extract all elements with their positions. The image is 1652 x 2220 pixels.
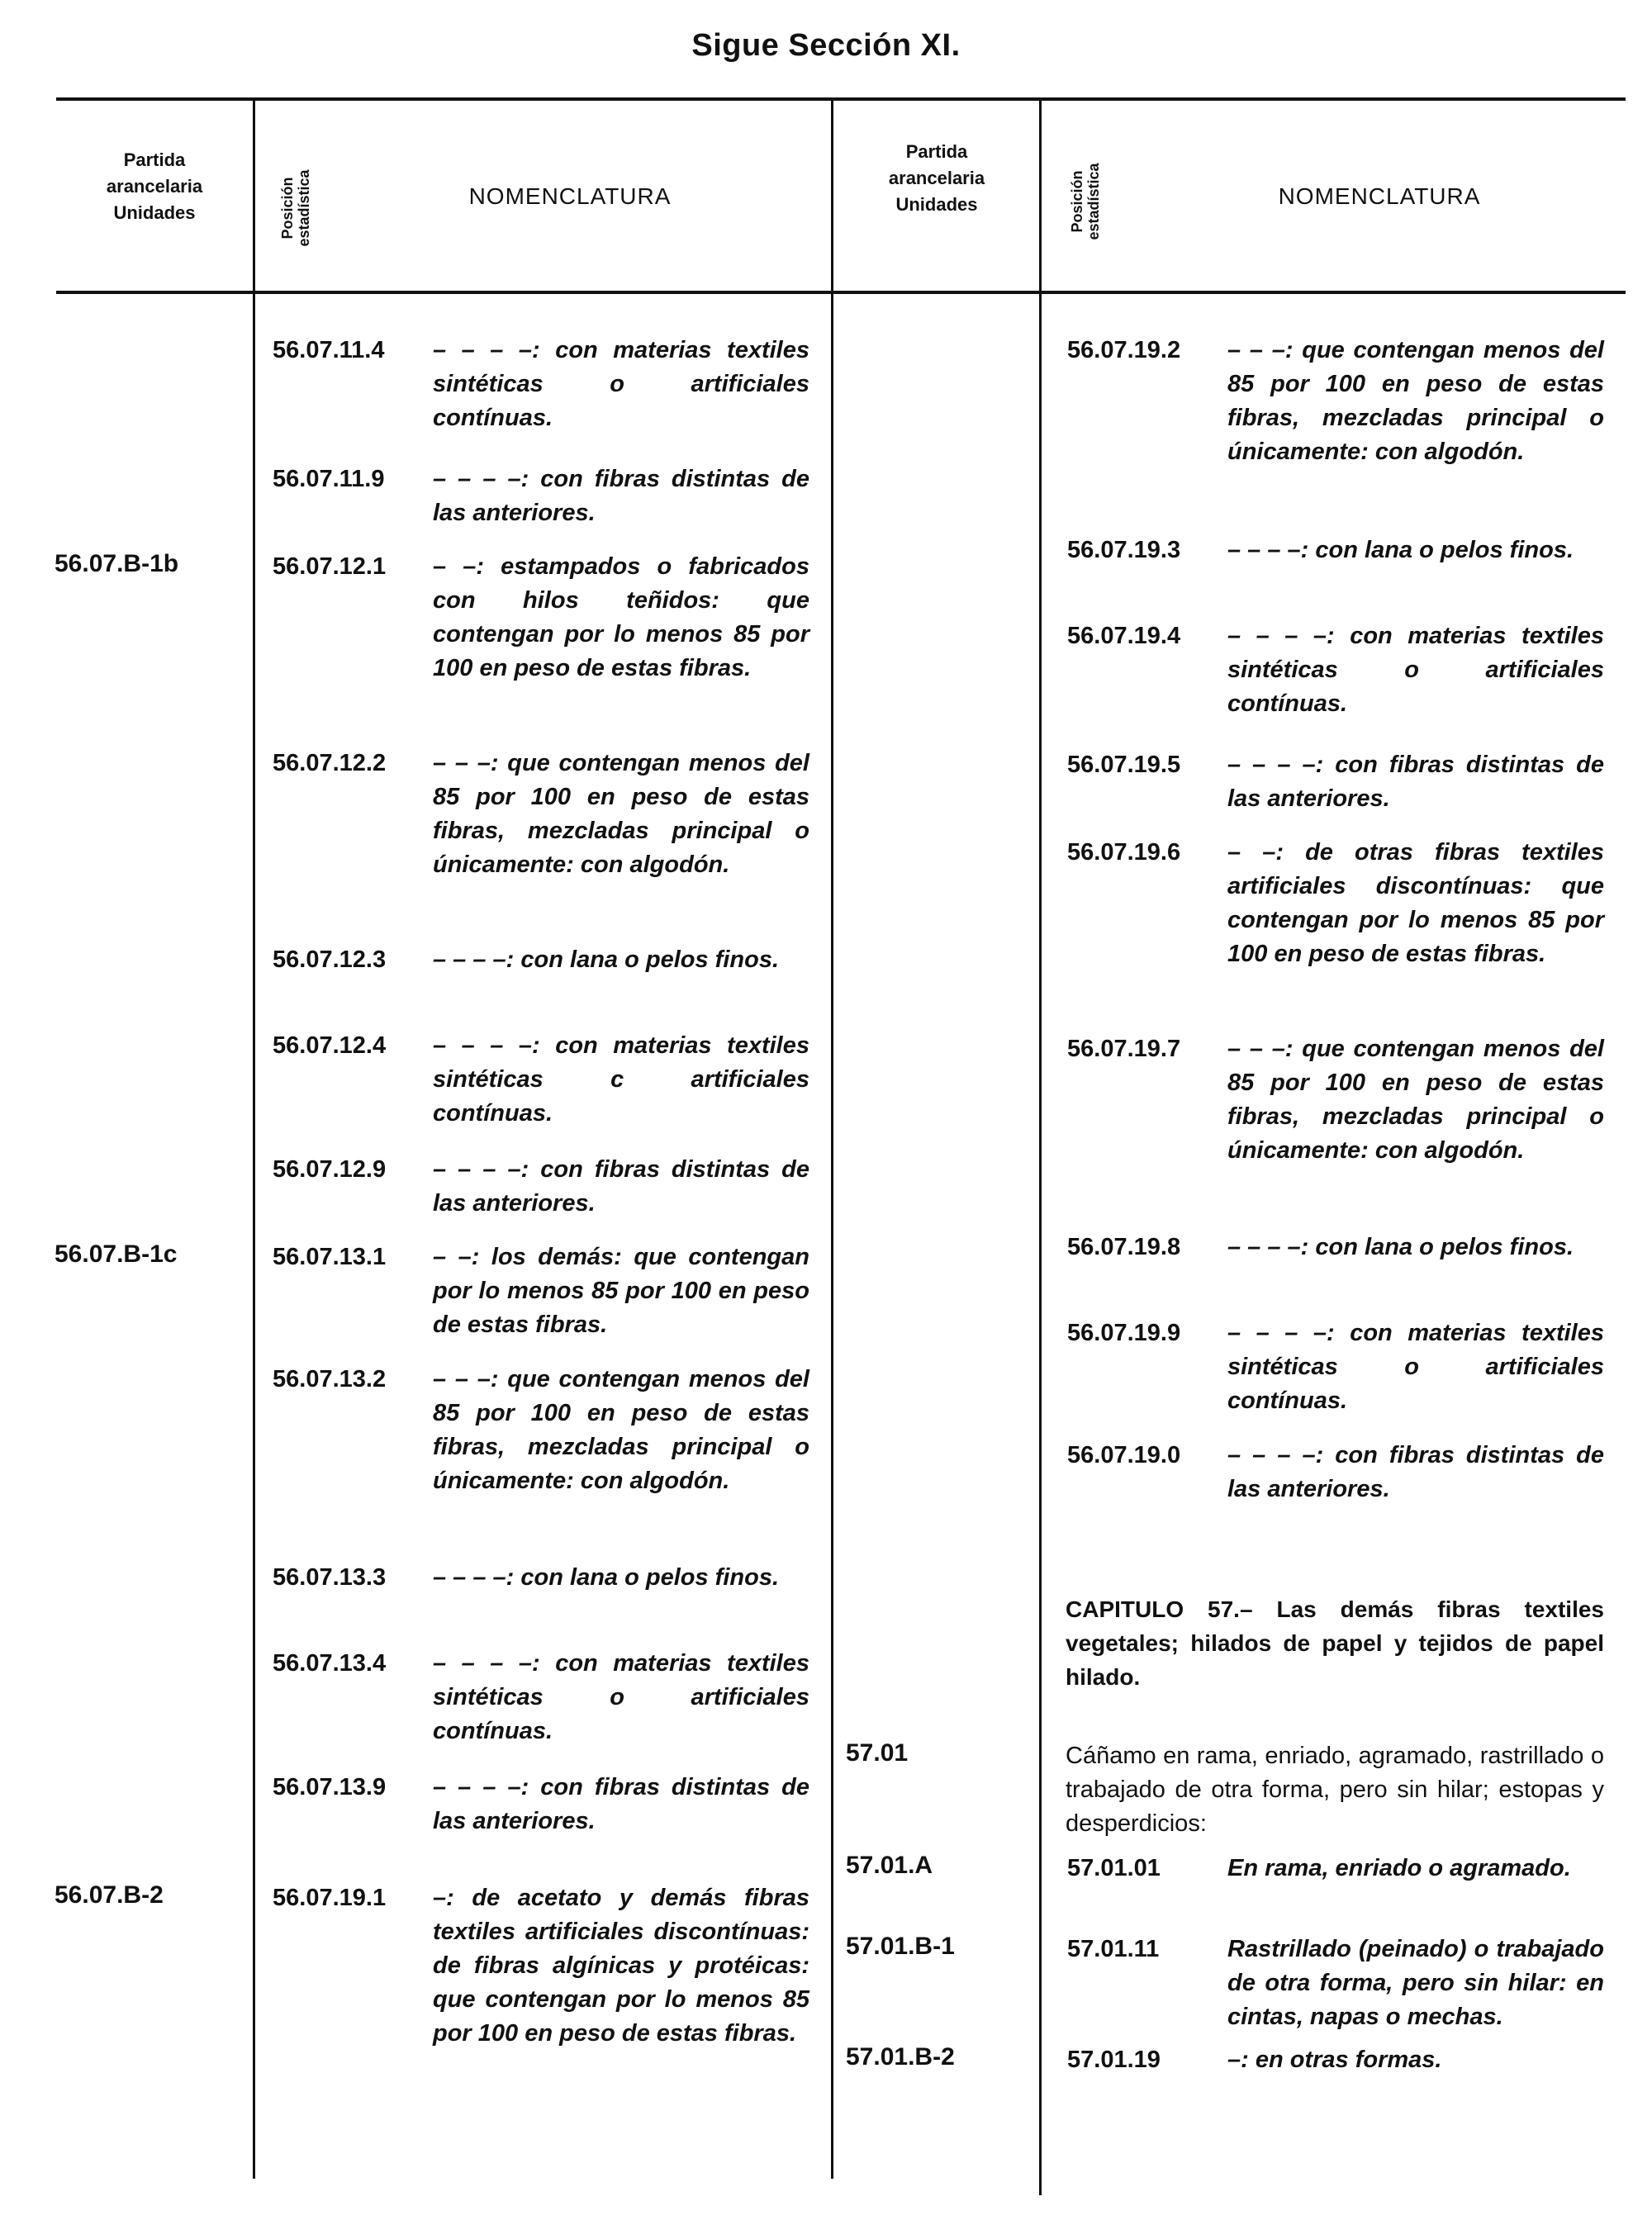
entry-code: 56.07.19.2 [1067,337,1181,363]
entry-text: – – – –: con materias textiles sintéticas o artificiales contínuas. [433,337,809,431]
entry-text: – –: estampados o fabricados con hilos teñidos: que contengan por lo menos 85 por 100 en peso de estas fibras. [433,553,809,681]
list-item [1067,1439,1604,1506]
list-item [273,550,809,685]
partida-header [834,139,1039,218]
entry-code: 57.01.19 [1067,2047,1161,2073]
entry-code: 56.07.13.1 [273,1244,387,1270]
list-item [273,1363,809,1498]
partida-header-line: Partida [123,149,186,170]
entry-text: – – –: que contengan menos del 85 por 100 en peso de estas fibras, mezcladas principal o únicamente: con algodón. [433,750,809,878]
posicion-header-line: estadística [296,169,312,247]
page-title: Sigue Sección XI. [691,28,961,63]
partida-header [56,147,253,226]
entry-code: 56.07.12.3 [273,946,387,973]
partida-header-line: Unidades [895,194,978,215]
partida-code: 57.01.A [846,1852,933,1879]
list-item [1067,1231,1604,1264]
list-item [1067,1852,1604,1886]
heading-text [1066,1739,1604,1841]
entry-code: 56.07.19.8 [1067,1234,1181,1260]
entry-text: En rama, enriado o agramado. [1227,1855,1571,1881]
entry-text: – – – –: con materias textiles sintéticas c artificiales contínuas. [433,1032,809,1127]
entry-text: – – – –: con lana o pelos finos. [433,946,779,973]
entry-text: – – – –: con materias textiles sintéticas o artificiales contínuas. [1227,1320,1604,1414]
partida-code: 57.01.B-1 [846,1933,955,1960]
entry-text: – – –: que contengan menos del 85 por 100 en peso de estas fibras, mezcladas principal o únicamente: con algodón. [433,1366,809,1494]
entry-code: 56.07.11.4 [273,337,385,363]
list-item [273,1561,809,1595]
partida-code: 57.01 [846,1739,909,1767]
list-item [273,462,809,530]
nomenclatura-header: NOMENCLATURA [1278,183,1481,209]
entry-text: –: de acetato y demás fibras textiles artificiales discontínuas: de fibras algínicas y protéicas: que contengan por lo menos 85 por 100 en peso de estas fibras. [433,1885,809,2047]
partida-header-line: Unidades [113,202,196,223]
list-item [1067,534,1604,567]
partida-code: 56.07.B-1c [55,1240,178,1268]
entry-code: 56.07.19.9 [1067,1320,1181,1346]
nomenclatura-header: NOMENCLATURA [468,183,672,209]
list-item [1067,619,1604,721]
entry-code: 56.07.13.4 [273,1650,387,1677]
posicion-header [279,134,316,282]
entry-text: – – – –: con materias textiles sintéticas o artificiales contínuas. [433,1650,809,1744]
list-item [273,943,809,977]
entry-code: 56.07.19.6 [1067,839,1181,866]
list-item [1067,1032,1604,1168]
entry-code: 56.07.12.2 [273,750,387,776]
entry-code: 56.07.12.1 [273,553,387,580]
entry-code: 57.01.01 [1067,1855,1161,1881]
column-divider [253,99,255,2179]
list-item [273,1647,809,1748]
table-header-rule [56,291,1626,294]
entry-code: 56.07.11.9 [273,466,385,492]
entry-text: –: en otras formas. [1227,2047,1442,2073]
entry-text: – –: de otras fibras textiles artificiales discontínuas: que contengan por lo menos 85 por 100 en peso de estas fibras. [1227,839,1604,967]
list-item [273,1029,809,1131]
entry-text: – – – –: con fibras distintas de las anteriores. [433,466,809,526]
entry-code: 56.07.19.1 [273,1885,387,1911]
entry-code: 56.07.13.3 [273,1564,387,1591]
entry-code: 56.07.19.5 [1067,752,1181,778]
list-item [273,1240,809,1342]
entry-text: – – – –: con lana o pelos finos. [433,1564,779,1591]
entry-text: – – – –: con fibras distintas de las anteriores. [433,1774,809,1834]
list-item [1067,836,1604,971]
entry-code: 56.07.19.4 [1067,623,1181,649]
entry-text: – – – –: con fibras distintas de las anteriores. [1227,752,1604,812]
posicion-header-line: Posición [1069,170,1085,233]
column-divider [831,99,833,2179]
entry-text: – – – –: con fibras distintas de las anteriores. [433,1156,809,1217]
list-item [273,747,809,882]
entry-code: 56.07.13.9 [273,1774,387,1800]
list-item [273,1153,809,1221]
posicion-header-line: Posición [279,177,296,240]
entry-code: 56.07.12.4 [273,1032,387,1059]
partida-code: 56.07.B-1b [55,550,179,577]
entry-text: – –: los demás: que contengan por lo menos 85 por 100 en peso de estas fibras. [433,1244,809,1338]
column-divider [1039,99,1042,2195]
chapter-heading: CAPITULO 57.– Las demás fibras textiles vegetales; hilados de papel y tejidos de papel hilado. [1066,1596,1604,1690]
entry-code: 56.07.13.2 [273,1366,387,1392]
posicion-header [1069,127,1105,276]
entry-code: 56.07.19.7 [1067,1036,1181,1062]
list-item [1067,1316,1604,1418]
entry-text: – – –: que contengan menos del 85 por 100 en peso de estas fibras, mezcladas principal o únicamente: con algodón. [1227,1036,1604,1164]
list-item [1067,1933,1604,2034]
entry-code: 57.01.11 [1067,1936,1160,1962]
entry-text: – – – –: con lana o pelos finos. [1227,1234,1574,1260]
partida-code: 56.07.B-2 [55,1881,164,1909]
partida-header-line: Partida [905,141,968,162]
entry-text: – – – –: con lana o pelos finos. [1227,537,1574,563]
list-item [1067,334,1604,469]
partida-header-line: arancelaria [888,168,985,188]
posicion-header-line: estadística [1085,163,1102,240]
list-item [1067,2043,1604,2077]
entry-text: – – – –: con materias textiles sintéticas o artificiales contínuas. [1227,623,1604,717]
entry-text: – – – –: con fibras distintas de las anteriores. [1227,1442,1604,1502]
entry-text: Rastrillado (peinado) o trabajado de otra forma, pero sin hilar: en cintas, napas o mechas. [1227,1936,1604,2030]
entry-code: 56.07.19.0 [1067,1442,1181,1468]
list-item [273,1881,809,2051]
table-top-rule [56,97,1626,101]
entry-text: – – –: que contengan menos del 85 por 100 en peso de estas fibras, mezcladas principal o únicamente: con algodón. [1227,337,1604,465]
entry-code: 56.07.19.3 [1067,537,1181,563]
heading-5701-text: Cáñamo en rama, enriado, agramado, rastrillado o trabajado de otra forma, pero sin hilar; estopas y desperdicios: [1066,1743,1604,1837]
partida-code: 57.01.B-2 [846,2043,955,2071]
partida-header-line: arancelaria [106,176,203,197]
list-item [273,1771,809,1838]
entry-code: 56.07.12.9 [273,1156,387,1183]
list-item [1067,748,1604,816]
list-item [273,334,809,435]
